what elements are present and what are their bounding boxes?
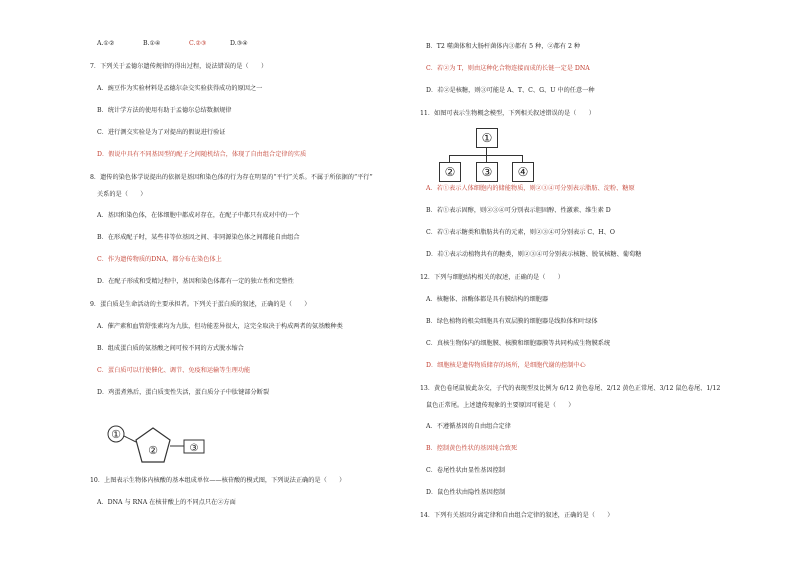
q12-option-b: B．绿色植物的根尖细胞具有双层膜的细胞器是线粒体和叶绿体: [426, 318, 598, 325]
q6-option-a: A.①②: [97, 40, 115, 47]
q13-option-d: D．鼠色性状由隐性基因控制: [426, 489, 506, 496]
q12-option-a: A．核糖体、溶酶体都是具有膜结构的细胞器: [426, 296, 549, 303]
bond-line-1: [124, 436, 136, 442]
q10-option-d: D．若②是核糖，则③可能是 A、T、C、G、U 中的任意一种: [426, 87, 595, 94]
q13-stem-line1: 13．黄色卷尾鼠彼此杂交，子代的表现型及比例为 6/12 黄色卷尾、2/12 黄色正常尾、3/12 鼠色卷尾、1/12: [420, 385, 721, 392]
q11-option-a-answer: A．若①表示人体细胞内的储能物质，则②③④可分别表示脂肪、淀粉、糖原: [426, 185, 635, 192]
diagram-node-right: ④: [512, 162, 534, 182]
q8-option-c-answer: C．作为遗传物质的DNA，都分布在染色体上: [97, 256, 222, 263]
q7-option-b: B．统计学方法的使用有助于孟德尔总结数据规律: [97, 107, 232, 114]
phosphate-label: ①: [111, 428, 121, 441]
q9-option-b: B．组成蛋白质的氨基酸之间可按不同的方式脱水缩合: [97, 345, 244, 352]
q10-stem: 10．上图表示生物体内核酸的基本组成单位——核苷酸的模式图，下列说法正确的是（ ）: [90, 477, 346, 484]
diagram-connector-left: [449, 155, 450, 162]
q9-option-a: A．催产素和血管舒张素均为九肽，但功能差异很大，这完全取决于构成两者的氨基酸种类: [97, 323, 343, 330]
q8-option-b: B．在形成配子时，某些非等位基因之间、非同源染色体之间都能自由组合: [97, 234, 300, 241]
diagram-node-top: ①: [476, 128, 498, 148]
diagram-connector-vertical: [486, 147, 487, 155]
q13-stem-line2: 鼠色正常尾。上述遗传现象的主要原因可能是（ ）: [426, 402, 575, 409]
q11-stem: 11．如图可表示生物概念模型，下列相关叙述错误的是（ ）: [420, 110, 595, 117]
q6-option-b: B.①④: [143, 40, 161, 47]
q13-option-b-answer: B．控制黄色性状的基因纯合致死: [426, 445, 518, 452]
diagram-node-middle: ③: [476, 162, 498, 182]
q9-option-d: D．鸡蛋煮熟后，蛋白质变性失活，蛋白质分子中肽键部分断裂: [97, 389, 270, 396]
q10-option-c-answer: C．若②为 T，则由这种化合物连接而成的长链一定是 DNA: [426, 65, 590, 72]
q13-option-a: A．不遵循基因的自由组合定律: [426, 423, 511, 430]
diagram-node-left: ②: [439, 162, 461, 182]
q11-option-d: D．若①表示动植物共有的糖类，则②③④可分别表示核糖、脱氧核糖、葡萄糖: [426, 251, 642, 258]
q12-option-d-answer: D．细胞核是遗传物质储存的场所，是细胞代谢的控制中心: [426, 362, 586, 369]
q7-stem: 7．下列关于孟德尔遗传规律的得出过程，说法错误的是（ ）: [90, 63, 268, 70]
q10-option-a: A．DNA 与 RNA 在核苷酸上的不同点只在②方面: [97, 499, 236, 506]
q6-option-d: D.③④: [230, 40, 248, 47]
q8-option-a: A．基因和染色体，在体细胞中都成对存在，在配子中都只有成对中的一个: [97, 212, 300, 219]
q12-stem: 12．下列与细胞结构相关的叙述，正确的是（ ）: [420, 274, 564, 281]
q13-option-c: C．卷尾性状由显性基因控制: [426, 467, 505, 474]
q12-option-c: C．真核生物体内的细胞膜、核膜和细胞器膜等共同构成生物膜系统: [426, 340, 611, 347]
q9-option-c-answer: C．蛋白质可以行使催化、调节、免疫和运输等生理功能: [97, 367, 251, 374]
q14-stem: 14．下列有关基因分离定律和自由组合定律的叙述，正确的是（ ）: [420, 512, 614, 519]
q8-stem-line1: 8．遗传的染色体学说提出的依据是基因和染色体的行为存在明显的“平行”关系。不属于所依据的“平行”: [90, 174, 373, 181]
q7-option-c: C．进行测交实验是为了对提出的假说进行验证: [97, 129, 226, 136]
q11-option-b: B．若①表示固醇，则②③④可分别表示胆固醇、性激素、维生素 D: [426, 207, 611, 214]
diagram-connector-middle: [486, 155, 487, 162]
q9-stem: 9．蛋白质是生命活动的主要承担者。下列关于蛋白质的叙述，正确的是（ ）: [90, 301, 311, 308]
q7-option-a: A．豌豆作为实验材料是孟德尔杂交实验获得成功的原因之一: [97, 85, 263, 92]
q8-stem-line2: 关系的是（ ）: [97, 191, 147, 198]
q6-option-c-answer: C.②③: [189, 40, 207, 47]
q10-option-b: B．T2 噬菌体和大肠杆菌体内③都有 5 种，②都有 2 种: [426, 43, 581, 50]
q7-option-d-answer: D．假说中具有不同基因型的配子之间随机结合，体现了自由组合定律的实质: [97, 151, 307, 158]
diagram-connector-right: [522, 155, 523, 162]
q11-option-c: C．若①表示糖类和脂肪共有的元素，则②③④可分别表示 C、H、O: [426, 229, 615, 236]
nucleotide-diagram: [100, 420, 220, 470]
pentose-label: ②: [148, 444, 158, 457]
q8-option-d: D．在配子形成和受精过程中，基因和染色体都有一定的独立性和完整性: [97, 278, 294, 285]
base-label: ③: [189, 443, 199, 454]
